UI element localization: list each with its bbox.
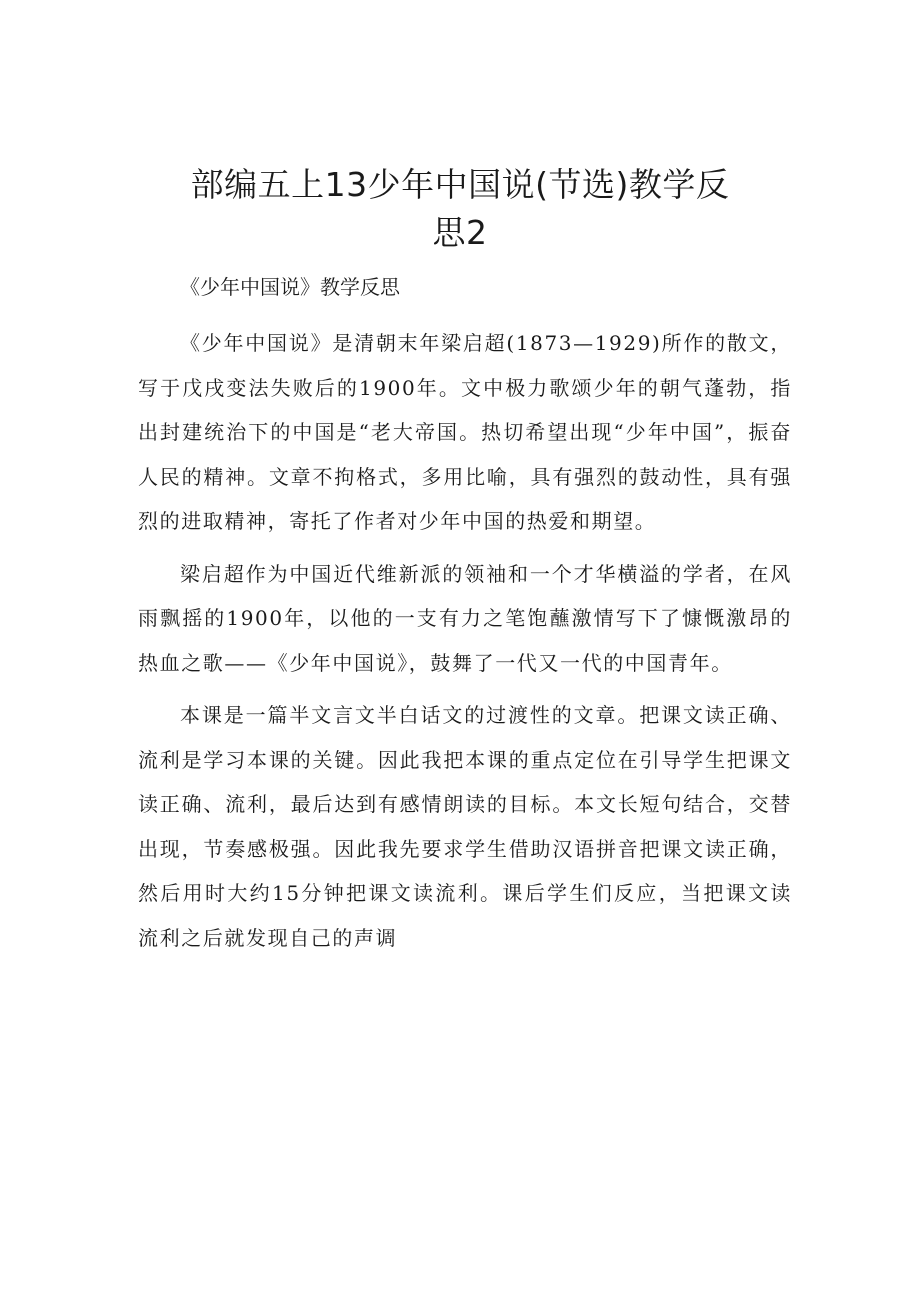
- paragraph-1: 《少年中国说》是清朝末年梁启超(1873—1929)所作的散文，写于戊戌变法失败后的1900年。文中极力歌颂少年的朝气蓬勃，指出封建统治下的中国是“老大帝国。热切希望出现“少年中国”，振奋人民的精神。文章不拘格式，多用比喻，具有强烈的鼓动性，具有强烈的进取精神，寄托了作者对少年中国的热爱和期望。: [138, 331, 792, 533]
- document-body: [138, 265, 792, 960]
- document-subtitle: 《少年中国说》教学反思: [180, 275, 400, 299]
- paragraph-3: 本课是一篇半文言文半白话文的过渡性的文章。把课文读正确、流利是学习本课的关键。因此我把本课的重点定位在引导学生把课文读正确、流利，最后达到有感情朗读的目标。本文长短句结合，交替出现，节奏感极强。因此我先要求学生借助汉语拼音把课文读正确，然后用时大约15分钟把课文读流利。课后学生们反应，当把课文读流利之后就发现自己的声调: [138, 703, 792, 950]
- document-title-line-1: 部编五上13少年中国说(节选)教学反: [190, 165, 730, 204]
- document-title-line-2: 思2: [432, 213, 488, 252]
- paragraph-2: 梁启超作为中国近代维新派的领袖和一个才华横溢的学者，在风雨飘摇的1900年，以他的一支有力之笔饱蘸激情写下了慷慨激昂的热血之歌——《少年中国说》，鼓舞了一代又一代的中国青年。: [138, 561, 792, 675]
